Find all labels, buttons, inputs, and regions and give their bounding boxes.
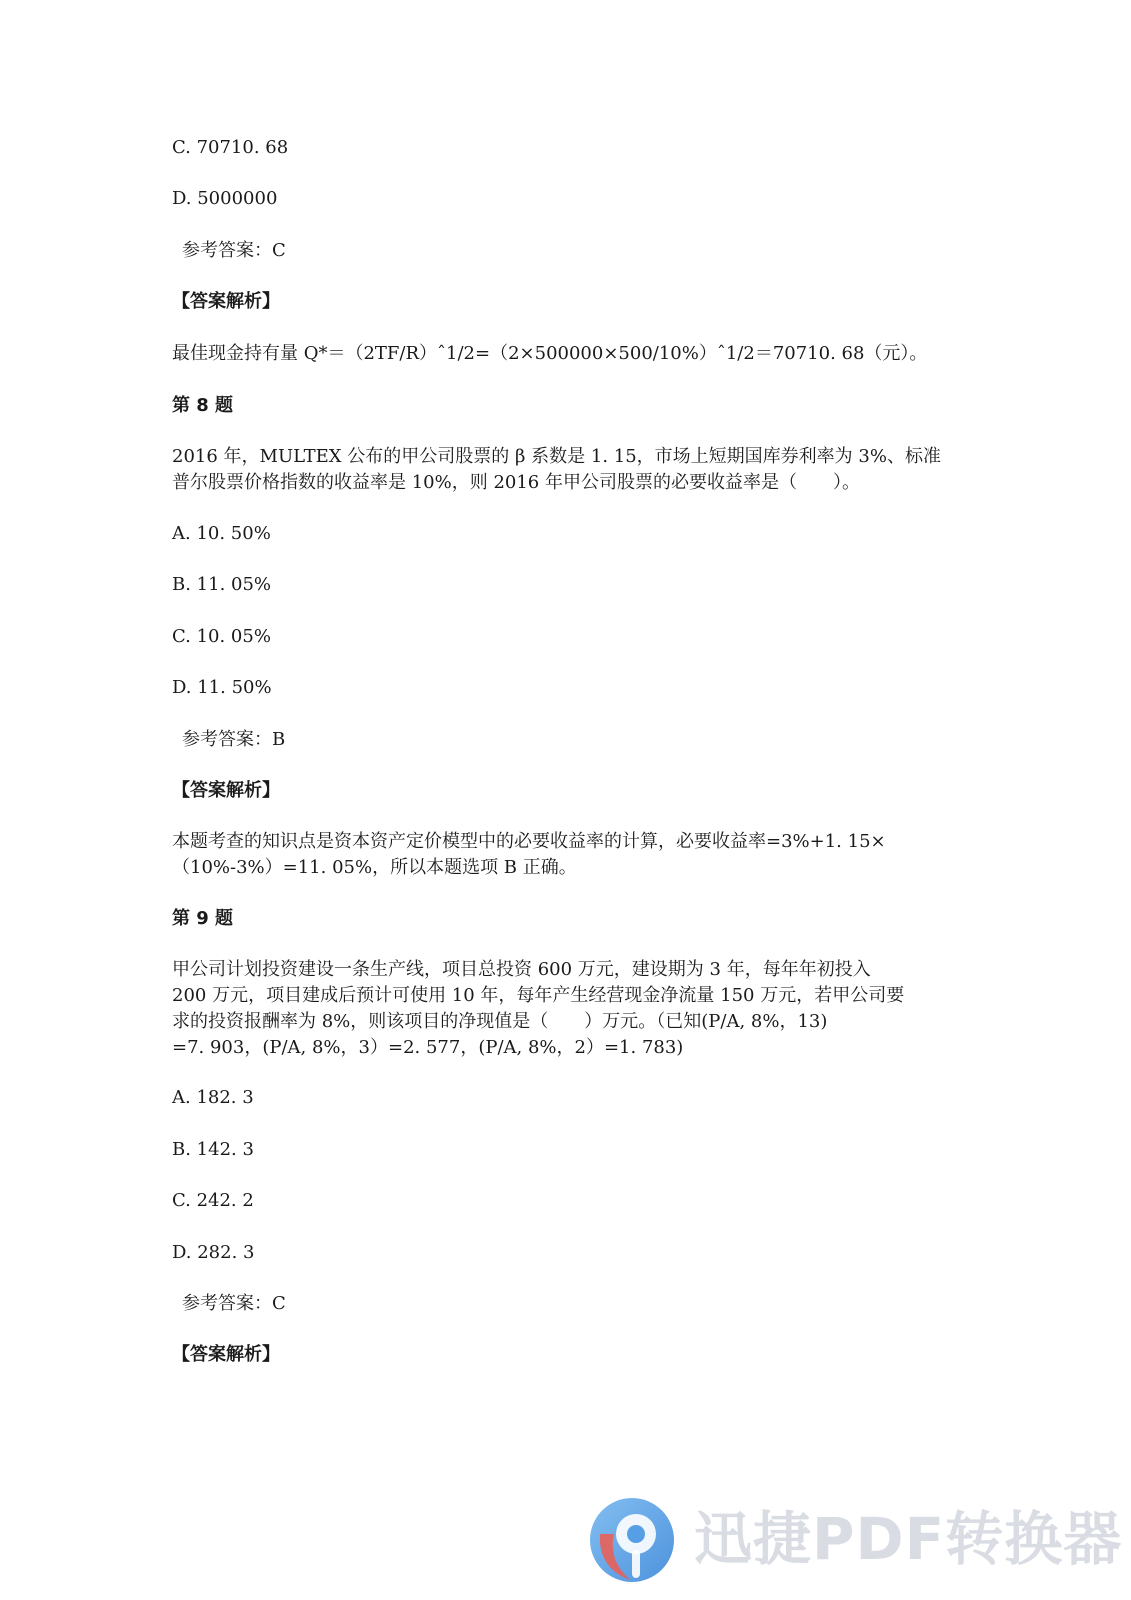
q9-option-c: C. 242. 2: [172, 1190, 254, 1211]
q8-stem-line: 普尔股票价格指数的收益率是 10%，则 2016 年甲公司股票的必要收益率是（ ）。: [172, 472, 860, 493]
q8-option-c: C. 10. 05%: [172, 626, 271, 647]
q8-stem: [172, 444, 962, 496]
watermark: [586, 1490, 1123, 1590]
q8-option-a: A. 10. 50%: [172, 523, 271, 544]
q8-option-d: D. 11. 50%: [172, 677, 272, 698]
q7-answer: 参考答案：C: [182, 240, 286, 261]
q9-option-d: D. 282. 3: [172, 1242, 255, 1263]
q9-stem-line: 甲公司计划投资建设一条生产线，项目总投资 600 万元，建设期为 3 年，每年年初投入: [172, 959, 871, 980]
q8-heading: 第 8 题: [172, 395, 234, 416]
q9-analysis-heading: 【答案解析】: [172, 1344, 280, 1365]
q9-stem-line: 求的投资报酬率为 8%，则该项目的净现值是（ ）万元。（已知(P/A, 8%，13): [172, 1011, 828, 1032]
q8-answer: 参考答案：B: [182, 729, 286, 750]
q7-analysis: 最佳现金持有量 Q*＝（2TF/R）ˆ1/2=（2×500000×500/10%）ˆ1/2＝70710. 68（元）。: [172, 343, 928, 364]
xunjie-logo-icon: [586, 1494, 678, 1586]
q9-heading: 第 9 题: [172, 908, 234, 929]
q9-stem: [172, 957, 962, 1061]
q9-answer: 参考答案：C: [182, 1293, 286, 1314]
q7-option-d: D. 5000000: [172, 188, 278, 209]
q8-option-b: B. 11. 05%: [172, 574, 272, 595]
q7-analysis-heading: 【答案解析】: [172, 291, 280, 312]
q8-analysis-line: （10%-3%）=11. 05%，所以本题选项 B 正确。: [172, 857, 577, 878]
q9-option-b: B. 142. 3: [172, 1139, 254, 1160]
watermark-text: 迅捷PDF转换器: [694, 1505, 1123, 1573]
q8-analysis-line: 本题考查的知识点是资本资产定价模型中的必要收益率的计算，必要收益率=3%+1. 15×: [172, 831, 886, 852]
q9-stem-line: =7. 903，(P/A, 8%，3）=2. 577，(P/A, 8%，2）=1. 783): [172, 1037, 684, 1058]
q8-analysis: [172, 829, 962, 881]
q7-option-c: C. 70710. 68: [172, 137, 289, 158]
q8-stem-line: 2016 年，MULTEX 公布的甲公司股票的 β 系数是 1. 15，市场上短期国库券利率为 3%、标准: [172, 446, 941, 467]
q8-analysis-heading: 【答案解析】: [172, 780, 280, 801]
q9-option-a: A. 182. 3: [172, 1087, 254, 1108]
q9-stem-line: 200 万元，项目建成后预计可使用 10 年，每年产生经营现金净流量 150 万元，若甲公司要: [172, 985, 905, 1006]
